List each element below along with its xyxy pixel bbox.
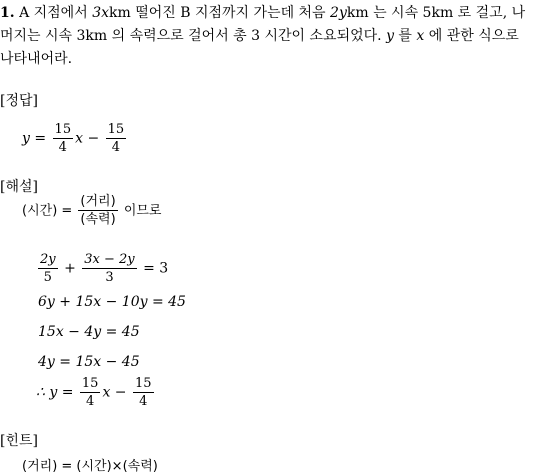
problem-text-4: 를: [393, 28, 417, 44]
answer-fraction-1: [53, 122, 74, 155]
problem-number: 1.: [0, 5, 15, 21]
step-2: 6y + 15x − 10y = 45: [38, 294, 186, 310]
formula-tail: 이므로: [119, 203, 162, 219]
problem-var-x: x: [416, 28, 425, 44]
step-1: [36, 252, 168, 285]
step1-b-den: 3: [105, 270, 114, 285]
step1-b-num: 3x − 2y: [84, 252, 135, 267]
answer-f2-den: 4: [111, 140, 121, 155]
problem-var-2y: 2y: [330, 5, 347, 21]
step5-f1-num: 15: [81, 376, 99, 391]
formula-num: (거리): [80, 194, 116, 209]
explanation-label: [해설]: [0, 179, 38, 195]
step-4: 4y = 15x − 45: [38, 354, 140, 370]
problem-text-5: 에 관한 식으로 나타내어라.: [0, 28, 519, 67]
explanation-formula: [22, 194, 162, 227]
problem-var-y: y: [386, 28, 394, 44]
step1-a-den: 5: [43, 270, 52, 285]
step5-f2-num: 15: [134, 376, 152, 391]
answer-f2-num: 15: [107, 122, 125, 137]
answer-equation: [22, 122, 128, 155]
step1-fraction-b: [82, 252, 136, 285]
answer-label: [정답]: [0, 93, 38, 109]
step5-fraction-2: [133, 376, 154, 409]
formula-den: (속력): [80, 212, 116, 227]
formula-lhs: (시간) =: [22, 203, 77, 219]
answer-lhs: y =: [22, 130, 51, 147]
answer-f1-num: 15: [54, 122, 72, 137]
step-5: [36, 376, 156, 409]
problem-text-2: km 떨어진 B 지점까지 가는데 처음: [109, 5, 331, 21]
problem-text-1: A 지점에서: [19, 5, 93, 21]
step1-rhs: = 3: [138, 260, 169, 277]
problem-text-3: km 는 시속 5km 로 걸고, 나머지는 시속 3km 의 속력으로 걸어서 총 3 시간이 소요되었다.: [0, 5, 526, 44]
step5-mid: x −: [102, 384, 131, 401]
step5-f2-den: 4: [139, 394, 148, 409]
hint-label: [힌트]: [0, 433, 38, 449]
problem-statement: [0, 2, 528, 71]
problem-var-3x: 3x: [92, 5, 109, 21]
formula-fraction: [78, 194, 117, 227]
answer-f1-den: 4: [58, 140, 67, 155]
step1-plus: +: [59, 260, 81, 277]
step5-fraction-1: [80, 376, 101, 409]
answer-mid: x −: [75, 130, 104, 147]
step5-lhs: ∴ y =: [36, 384, 78, 401]
step1-fraction-a: [38, 252, 58, 285]
answer-fraction-2: [106, 122, 127, 155]
step1-a-num: 2y: [40, 252, 56, 267]
hint-text: (거리) = (시간)×(속력): [22, 459, 158, 474]
step5-f1-den: 4: [86, 394, 95, 409]
step-3: 15x − 4y = 45: [38, 324, 140, 340]
